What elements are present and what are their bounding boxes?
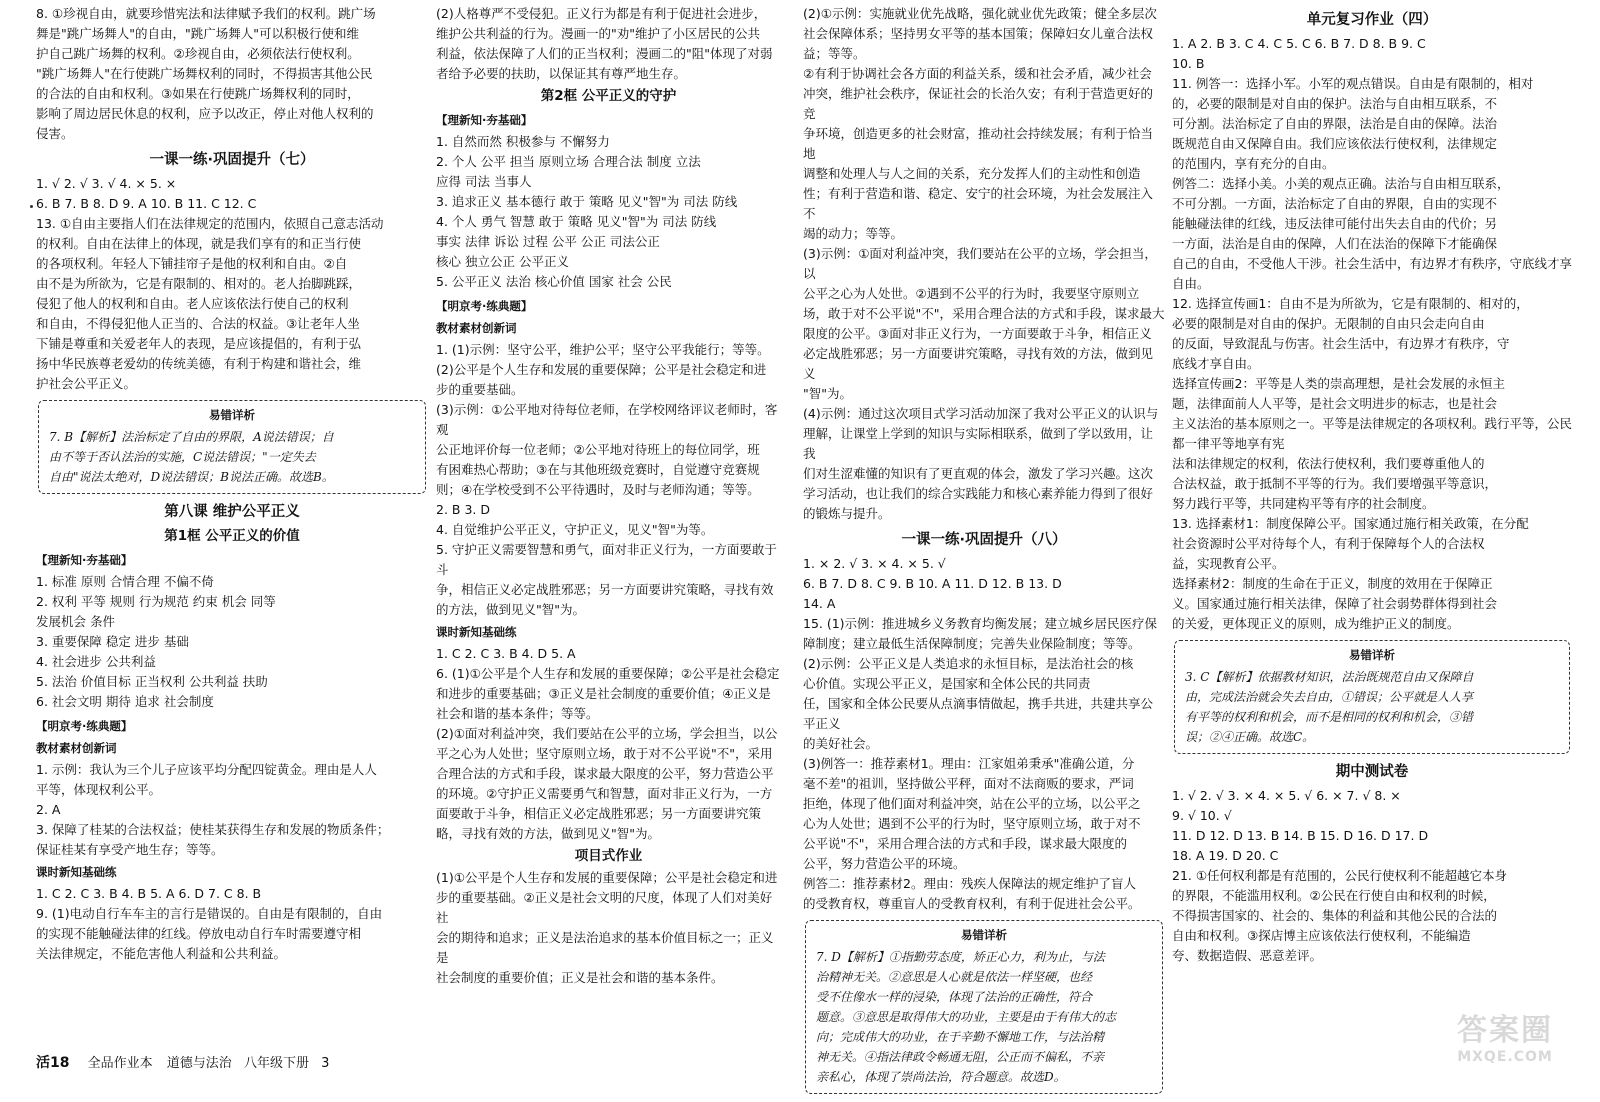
answer-block-q8 bbox=[36, 4, 428, 144]
error-analysis-box-2 bbox=[805, 920, 1163, 1094]
text-line: 6. 社会文明 期待 追求 社会制度 bbox=[36, 694, 214, 709]
book-name: 全品作业本 bbox=[87, 1056, 153, 1071]
text-line: 11. 例答一：选择小军。小军的观点错误。自由是有限制的，相对 bbox=[1172, 76, 1534, 91]
text-line: 社会资源时公平对待每个人，有利于保障每个人的合法权 bbox=[1172, 536, 1485, 551]
text-line: 3. C【解析】依据教材知识，法治既规范自由又保障自 bbox=[1185, 670, 1474, 684]
text-line: 性；有利于营造和谐、稳定、安宁的社会环境，为社会发展注入不 bbox=[803, 186, 1154, 221]
watermark-url: MXQE.COM bbox=[1457, 1049, 1553, 1065]
watermark-text: 答案圈 bbox=[1457, 1013, 1553, 1048]
section-title-8: 一课一练·巩固提升（八） bbox=[901, 532, 1067, 548]
error-analysis-title: 易错详析 bbox=[209, 408, 255, 422]
answer-block-project-cont bbox=[803, 4, 1165, 524]
text-line: 的各项权利。年轻人下铺挂帘子是他的权利和自由。②自 bbox=[36, 256, 348, 271]
text-line: 公平，努力营造公平的环境。 bbox=[803, 856, 966, 871]
text-line: 夸、数据造假、恶意差评。 bbox=[1172, 948, 1323, 963]
text-line: 2. 权利 平等 规则 行为规范 约束 机会 同等 bbox=[36, 594, 276, 609]
text-line: 1. A 2. B 3. C 4. C 5. C 6. B 7. D 8. B 9. C bbox=[1172, 36, 1426, 51]
text-line: 向；完成伟大的功业，在于辛勤不懈地工作，与法治精 bbox=[816, 1030, 1105, 1044]
section-title-7: 一课一练·巩固提升（七） bbox=[149, 152, 315, 168]
text-line: 们对生涩难懂的知识有了更直观的体会，激发了学习兴趣。这次 bbox=[803, 466, 1154, 481]
text-line: (3)示例：①公平地对待每位老师，在学校网络评议老师时，客观 bbox=[436, 402, 778, 437]
text-line: 略，寻找有效的方法，做到见义"智"为。 bbox=[436, 826, 660, 841]
text-line: (2)①面对利益冲突，我们要站在公平的立场，学会担当，以公 bbox=[436, 726, 778, 741]
text-line: 1. 标准 原则 合情合理 不偏不倚 bbox=[36, 574, 214, 589]
text-line: 应得 司法 当事人 bbox=[436, 174, 532, 189]
text-line: 的合法的自由和权利。③如果在行使跳广场舞权利的同时， bbox=[36, 86, 360, 101]
text-line: 5. 法治 价值目标 正当权利 公共利益 扶助 bbox=[36, 674, 268, 689]
text-line: 社会制度的重要价值；正义是社会和谐的基本条件。 bbox=[436, 970, 724, 985]
text-line: 10. B bbox=[1172, 56, 1205, 71]
answer-block-basics bbox=[436, 132, 781, 292]
text-line: 公平说"不"，采用合理合法的方式和手段，谋求最大限度的 bbox=[803, 836, 1128, 851]
text-line: 2. A bbox=[36, 802, 61, 817]
text-line: 4. 自觉维护公平正义，守护正义，见义"智"为等。 bbox=[436, 522, 714, 537]
text-line: 1. 示例：我认为三个儿子应该平均分配四锭黄金。理由是人人 bbox=[36, 762, 377, 777]
text-line: 3. 重要保障 稳定 进步 基础 bbox=[36, 634, 189, 649]
text-line: 6. (1)①公平是个人生存和发展的重要保障；②公平是社会稳定 bbox=[436, 666, 780, 681]
text-line: 和进步的重要基础；③正义是社会制度的重要价值；④正义是 bbox=[436, 686, 771, 701]
error-analysis-title: 易错详析 bbox=[1349, 648, 1395, 662]
text-line: 一方面，法治是自由的保障，人们在法治的保障下才能确保 bbox=[1172, 236, 1498, 251]
answer-block-7 bbox=[36, 174, 428, 394]
text-line: 毫不差"的祖训，坚持做公平秤，面对不法商贩的要求，严词 bbox=[803, 776, 1134, 791]
subheading-basics: 【理新知·夯基础】 bbox=[436, 113, 533, 127]
lesson-title: 第八课 维护公平正义 bbox=[164, 504, 300, 520]
text-line: 4. 个人 勇气 智慧 敢于 策略 见义"智"为 司法 防线 bbox=[436, 214, 717, 229]
text-line: 例答二：选择小美。小美的观点正确。法治与自由相互联系， bbox=[1172, 176, 1510, 191]
text-line: 步的重要基础。 bbox=[436, 382, 524, 397]
text-line: 舞是"跳广场舞人"的自由，"跳广场舞人"可以积极行使和维 bbox=[36, 26, 359, 41]
text-line: 5. 公平正义 法治 核心价值 国家 社会 公民 bbox=[436, 274, 672, 289]
text-line: 的环境。②守护正义需要勇气和智慧，面对非正义行为，一方 bbox=[436, 786, 773, 801]
text-line: 题，法律面前人人平等，是社会文明进步的标志，也是社会 bbox=[1172, 396, 1498, 411]
text-line: 9. (1)电动自行车车主的言行是错误的。自由是有限制的，自由 bbox=[36, 906, 383, 921]
answer-block-project bbox=[436, 868, 781, 988]
section-title-1: 第1框 公平正义的价值 bbox=[164, 528, 300, 544]
answer-block-practice bbox=[436, 644, 781, 844]
text-line: 社会保障体系；坚持男女平等的基本国策；保障妇女儿童合法权 bbox=[803, 26, 1154, 41]
grade-name: 八年级下册 bbox=[243, 1056, 309, 1071]
text-line: 能触碰法律的红线，违反法律可能付出失去自由的代价；另 bbox=[1172, 216, 1498, 231]
text-line: 13. 选择素材1：制度保障公平。国家通过施行相关政策，在分配 bbox=[1172, 516, 1529, 531]
text-line: 心价值。实现公平正义，是国家和全体公民的共同责 bbox=[803, 676, 1091, 691]
text-line: 义。国家通过施行相关法律，保障了社会弱势群体得到社会 bbox=[1172, 596, 1498, 611]
text-line: 的，必要的限制是对自由的保护。法治与自由相互联系，不 bbox=[1172, 96, 1498, 111]
midterm-title: 期中测试卷 bbox=[1335, 764, 1409, 780]
text-line: 自由。 bbox=[1172, 276, 1210, 291]
text-line: 社会和谐的基本条件；等等。 bbox=[436, 706, 599, 721]
answer-block-midterm bbox=[1172, 786, 1572, 966]
column-2 bbox=[436, 4, 781, 988]
text-line: 3. 追求正义 基本德行 敢于 策略 见义"智"为 司法 防线 bbox=[436, 194, 738, 209]
text-line: (3)示例：①面对利益冲突，我们要站在公平的立场，学会担当，以 bbox=[803, 246, 1157, 281]
text-line: 1. 自然而然 积极参与 不懈努力 bbox=[436, 134, 610, 149]
text-line: 步的重要基础。②正义是社会文明的尺度，体现了人们对美好社 bbox=[436, 890, 773, 925]
text-line: 可分割。法治标定了自由的界限，法治是自由的保障。法治 bbox=[1172, 116, 1498, 131]
subheading-practice: 课时新知基础练 bbox=[436, 625, 517, 639]
text-line: 场，敢于对不公平说"不"，采用合理合法的方式和手段，谋求最大 bbox=[803, 306, 1165, 321]
text-line: 护自己跳广场舞的权利。②珍视自由，必须依法行使权利。 bbox=[36, 46, 360, 61]
text-line: 平之心为人处世；坚守原则立场，敢于对不公平说"不"，采用 bbox=[436, 746, 773, 761]
text-line: 误；②④正确。故选C。 bbox=[1185, 730, 1315, 744]
text-line: 治精神无关。②意思是人心就是依法一样坚硬，也经 bbox=[816, 970, 1093, 984]
text-line: 有困难热心帮助；③在与其他班级竞赛时，自觉遵守竞赛规 bbox=[436, 462, 760, 477]
text-line: 关法律规定，不能危害他人利益和公共利益。 bbox=[36, 946, 287, 961]
text-line: 合理合法的方式和手段，谋求最大限度的公平，努力营造公平 bbox=[436, 766, 774, 781]
text-line: 7. D【解析】①指勤劳态度，矫正心力，利为止，与法 bbox=[816, 950, 1105, 964]
text-line: 扬中华民族尊老爱幼的传统美德，有利于构建和谐社会，维 bbox=[36, 356, 362, 371]
text-line: 公正地评价每一位老师；②公平地对待班上的每位同学，班 bbox=[436, 442, 760, 457]
text-line: 保证桂某有享受产地生存；等等。 bbox=[36, 842, 224, 857]
text-line: 例答二：推荐素材2。理由：残疾人保障法的规定维护了盲人 bbox=[803, 876, 1136, 891]
subheading-material: 教材素材创新词 bbox=[36, 741, 117, 755]
text-line: 法和法律规定的权利，依法行使权利，我们要尊重他人的 bbox=[1172, 456, 1485, 471]
text-line: 侵犯了他人的权利和自由。老人应该依法行使自己的权利 bbox=[36, 296, 349, 311]
text-line: 的锻炼与提升。 bbox=[803, 506, 891, 521]
text-line: 由，完成法治就会失去自由，①错误；公平就是人人享 bbox=[1185, 690, 1474, 704]
text-line: 侵害。 bbox=[36, 126, 74, 141]
text-line: 争环境，创造更多的社会财富，推动社会持续发展；有利于恰当地 bbox=[803, 126, 1154, 161]
text-line: 的方法，做到见义"智"为。 bbox=[436, 602, 585, 617]
text-line: 冲突，维护社会秩序，保证社会的长治久安；有利于营造更好的竞 bbox=[803, 86, 1154, 121]
text-line: 心为人处世；遇到不公平的行为时，坚守原则立场，敢于对不 bbox=[803, 816, 1141, 831]
column-3 bbox=[803, 4, 1165, 1102]
text-line: 限度的公平。③面对非正义行为，一方面要敢于斗争，相信正义 bbox=[803, 326, 1152, 341]
text-line: 的关爱，更体现正义的原则，成为维护正义的制度。 bbox=[1172, 616, 1460, 631]
text-line: 1. √ 2. √ 3. × 4. × 5. √ 6. × 7. √ 8. × bbox=[1172, 788, 1401, 803]
answer-block-cont bbox=[436, 4, 781, 84]
text-line: 努力践行平等，共同建构平等有序的社会制度。 bbox=[1172, 496, 1435, 511]
text-line: 1. (1)示例：坚守公平，维护公平；坚守公平我能行；等等。 bbox=[436, 342, 770, 357]
text-line: 1. C 2. C 3. B 4. D 5. A bbox=[436, 646, 576, 661]
text-line: 的界限，不能滥用权利。②公民在行使自由和权利的时候， bbox=[1172, 888, 1496, 903]
answer-block-material bbox=[36, 760, 428, 860]
text-line: 的范围内，享有充分的自由。 bbox=[1172, 156, 1335, 171]
text-line: 选择宣传画2：平等是人类的崇高理想，是社会发展的永恒主 bbox=[1172, 376, 1505, 391]
subheading-exam: 【明京考·练典题】 bbox=[36, 719, 133, 733]
text-line: 下铺是尊重和关爱老年人的表现，是应该提倡的，有利于弘 bbox=[36, 336, 362, 351]
text-line: 发展机会 条件 bbox=[36, 614, 115, 629]
text-line: 有平等的权利和机会，而不是相同的权利和机会，③错 bbox=[1185, 710, 1474, 724]
subheading-material: 教材素材创新词 bbox=[436, 321, 517, 335]
answer-block-material bbox=[436, 340, 781, 620]
text-line: 13. ①自由主要指人们在法律规定的范围内，依照自己意志活动 bbox=[36, 216, 384, 231]
error-analysis-text bbox=[49, 427, 415, 487]
text-line: 3. 保障了桂某的合法权益；使桂某获得生存和发展的物质条件； bbox=[36, 822, 390, 837]
text-line: 2. 个人 公平 担当 原则立场 合理合法 制度 立法 bbox=[436, 154, 701, 169]
text-line: 的权利。自由在法律上的体现，就是我们享有的和正当行使 bbox=[36, 236, 362, 251]
error-analysis-box-3 bbox=[1174, 640, 1570, 754]
text-line: 6. B 7. D 8. C 9. B 10. A 11. D 12. B 13. D bbox=[803, 576, 1062, 591]
text-line: 任，国家和全体公民要从点滴事情做起，携手共进，共建共享公平正义 bbox=[803, 696, 1154, 731]
answer-block-basics bbox=[36, 572, 428, 712]
text-line: 的实现不能触碰法律的红线。停放电动自行车时需要遵守相 bbox=[36, 926, 362, 941]
column-4 bbox=[1172, 4, 1572, 966]
error-analysis-text bbox=[816, 947, 1152, 1087]
text-line: 不得损害国家的、社会的、集体的利益和其他公民的合法的 bbox=[1172, 908, 1498, 923]
text-line: 核心 独立公正 公平正义 bbox=[436, 254, 569, 269]
text-line: 亲私心，体现了崇尚法治，符合题意。故选D。 bbox=[816, 1070, 1066, 1084]
text-line: 则；④在学校受到不公平待遇时，及时与老师沟通；等等。 bbox=[436, 482, 760, 497]
text-line: 利益，依法保障了人们的正当权利；漫画二的"阻"体现了对弱 bbox=[436, 46, 773, 61]
footer-number: 3 bbox=[321, 1056, 330, 1071]
text-line: 11. D 12. D 13. B 14. B 15. D 16. D 17. D bbox=[1172, 828, 1429, 843]
text-line: 会的期待和追求；正义是法治追求的基本价值目标之一；正义是 bbox=[436, 930, 774, 965]
text-line: 影响了周边居民休息的权利，应予以改正，停止对他人权利的 bbox=[36, 106, 374, 121]
text-line: (2)人格尊严不受侵犯。正义行为都是有利于促进社会进步， bbox=[436, 6, 767, 21]
text-line: 题意。③意思是取得伟大的功业，主要是由于有伟大的志 bbox=[816, 1010, 1117, 1024]
text-line: 2. B 3. D bbox=[436, 502, 490, 517]
answer-block-practice bbox=[36, 884, 428, 964]
text-line: 拒绝，体现了他们面对利益冲突，站在公平的立场，以公平之 bbox=[803, 796, 1141, 811]
text-line: (4)示例：通过这次项目式学习活动加深了我对公平正义的认识与 bbox=[803, 406, 1159, 421]
text-line: 维护公共利益的行为。漫画一的"劝"维护了小区居民的公共 bbox=[436, 26, 761, 41]
text-line: 公平之心为人处世。②遇到不公平的行为时，我要坚守原则立 bbox=[803, 286, 1140, 301]
text-line: 受不住像水一样的浸染，体现了法治的正确性，符合 bbox=[816, 990, 1093, 1004]
error-analysis-text bbox=[1185, 667, 1559, 747]
text-line: (2)公平是个人生存和发展的重要保障；公平是社会稳定和进 bbox=[436, 362, 767, 377]
text-line: 18. A 19. D 20. C bbox=[1172, 848, 1279, 863]
page-footer bbox=[36, 1052, 329, 1072]
text-line: 不可分割。一方面，法治标定了自由的界限，自由的实现不 bbox=[1172, 196, 1498, 211]
section-title-2: 第2框 公平正义的守护 bbox=[540, 88, 677, 104]
text-line: 5. 守护正义需要智慧和勇气，面对非正义行为，一方面要敢于斗 bbox=[436, 542, 777, 577]
subheading-practice: 课时新知基础练 bbox=[36, 865, 117, 879]
unit-review-title: 单元复习作业（四） bbox=[1306, 12, 1438, 28]
column-1 bbox=[36, 4, 428, 964]
text-line: (3)例答一：推荐素材1。理由：江家姐弟秉承"准确公道，分 bbox=[803, 756, 1135, 771]
text-line: 21. ①任何权利都是有范围的，公民行使权利不能超越它本身 bbox=[1172, 868, 1508, 883]
text-line: 的反面，导致混乱与伤害。社会生活中，有边界才有秩序，守 bbox=[1172, 336, 1510, 351]
text-line: 事实 法律 诉讼 过程 公平 公正 司法公正 bbox=[436, 234, 660, 249]
text-line: 选择素材2：制度的生命在于正义，制度的效用在于保障正 bbox=[1172, 576, 1493, 591]
text-line: 护社会公平正义。 bbox=[36, 376, 137, 391]
text-line: 自由"说法太绝对，D说法错误；B说法正确。故选B。 bbox=[49, 470, 334, 484]
text-line: 12. 选择宣传画1：自由不是为所欲为，它是有限制的、相对的， bbox=[1172, 296, 1529, 311]
answer-block-unit-review bbox=[1172, 34, 1572, 634]
text-line: 9. √ 10. √ bbox=[1172, 808, 1232, 823]
text-line: 和自由，不得侵犯他人正当的、合法的权益。③让老年人坐 bbox=[36, 316, 360, 331]
text-line: 合法权益，敢于抵制不平等的行为。我们要增强平等意识， bbox=[1172, 476, 1498, 491]
text-line: 必要的限制是对自由的保护。无限制的自由只会走向自由 bbox=[1172, 316, 1485, 331]
text-line: 4. 社会进步 公共利益 bbox=[36, 654, 156, 669]
answer-block-8 bbox=[803, 554, 1165, 914]
text-line: 争，相信正义必定战胜邪恶；另一方面要讲究策略，寻找有效 bbox=[436, 582, 774, 597]
subject-name: 道德与法治 bbox=[166, 1056, 232, 1071]
text-line: 自由和权利。③探店博主应该依法行使权利，不能编造 bbox=[1172, 928, 1471, 943]
text-line: 障制度；建立最低生活保障制度；完善失业保险制度；等等。 bbox=[803, 636, 1141, 651]
text-line: 竭的动力；等等。 bbox=[803, 226, 904, 241]
text-line: 1. √ 2. √ 3. √ 4. × 5. × bbox=[36, 176, 177, 191]
text-line: 由不是为所欲为，它是有限制的、相对的。老人抬脚跳踩， bbox=[36, 276, 362, 291]
text-line: 必定战胜邪恶；另一方面要讲究策略，寻找有效的方法，做到见义 bbox=[803, 346, 1154, 381]
text-line: 7. B【解析】法治标定了自由的界限，A说法错误；自 bbox=[49, 430, 334, 444]
subheading-basics: 【理新知·夯基础】 bbox=[36, 553, 133, 567]
text-line: 底线才享自由。 bbox=[1172, 356, 1260, 371]
text-line: 1. C 2. C 3. B 4. B 5. A 6. D 7. C 8. B bbox=[36, 886, 262, 901]
text-line: 平等，体现权利公平。 bbox=[36, 782, 162, 797]
margin-dot bbox=[30, 205, 33, 208]
text-line: 理解，让课堂上学到的知识与实际相联系，做到了学以致用，让我 bbox=[803, 426, 1154, 461]
text-line: 的美好社会。 bbox=[803, 736, 879, 751]
error-analysis-box-1 bbox=[38, 400, 426, 494]
text-line: 益；等等。 bbox=[803, 46, 866, 61]
text-line: 益，实现教育公平。 bbox=[1172, 556, 1285, 571]
text-line: (2)示例：公平正义是人类追求的永恒目标，是法治社会的核 bbox=[803, 656, 1134, 671]
text-line: "跳广场舞人"在行使跳广场舞权利的同时，不得损害其他公民 bbox=[36, 66, 373, 81]
text-line: 由不等于否认法治的实施，C说法错误；"一定失去 bbox=[49, 450, 316, 464]
text-line: 面要敢于斗争，相信正义必定战胜邪恶；另一方面要讲究策 bbox=[436, 806, 762, 821]
text-line: 调整和处理人与人之间的关系，充分发挥人们的主动性和创造 bbox=[803, 166, 1141, 181]
text-line: 自己的自由，不受他人干涉。社会生活中，有边界才有秩序，守底线才享 bbox=[1172, 256, 1573, 271]
text-line: "智"为。 bbox=[803, 386, 852, 401]
text-line: 8. ①珍视自由，就要珍惜宪法和法律赋予我们的权利。跳广场 bbox=[36, 6, 376, 21]
text-line: 学习活动，也让我们的综合实践能力和核心素养能力得到了很好 bbox=[803, 486, 1154, 501]
text-line: 既规范自由又保障自由。我们应该依法行使权利，法律规定 bbox=[1172, 136, 1498, 151]
text-line: 的受教育权，尊重盲人的受教育权利，有利于促进社会公平。 bbox=[803, 896, 1141, 911]
text-line: 神无关。④指法律政令畅通无阻，公正而不偏私，不亲 bbox=[816, 1050, 1105, 1064]
text-line: (1)①公平是个人生存和发展的重要保障；公平是社会稳定和进 bbox=[436, 870, 778, 885]
page-number: 活18 bbox=[36, 1055, 70, 1071]
text-line: 主义法治的基本原则之一。平等是法律规定的各项权利。践行平等，公民都一律平等地享有宪 bbox=[1172, 416, 1573, 451]
project-title: 项目式作业 bbox=[574, 848, 643, 864]
subheading-exam: 【明京考·练典题】 bbox=[436, 299, 533, 313]
watermark-logo bbox=[1425, 1005, 1585, 1069]
text-line: ②有利于协调社会各方面的利益关系，缓和社会矛盾，减少社会 bbox=[803, 66, 1152, 81]
text-line: 者给予必要的扶助，以保证其有尊严地生存。 bbox=[436, 66, 687, 81]
text-line: 1. × 2. √ 3. × 4. × 5. √ bbox=[803, 556, 946, 571]
text-line: 6. B 7. B 8. D 9. A 10. B 11. C 12. C bbox=[36, 196, 257, 211]
error-analysis-title: 易错详析 bbox=[961, 928, 1007, 942]
text-line: 15. (1)示例：推进城乡义务教育均衡发展；建立城乡居民医疗保 bbox=[803, 616, 1158, 631]
text-line: 14. A bbox=[803, 596, 836, 611]
text-line: (2)①示例：实施就业优先战略，强化就业优先政策；健全多层次 bbox=[803, 6, 1157, 21]
